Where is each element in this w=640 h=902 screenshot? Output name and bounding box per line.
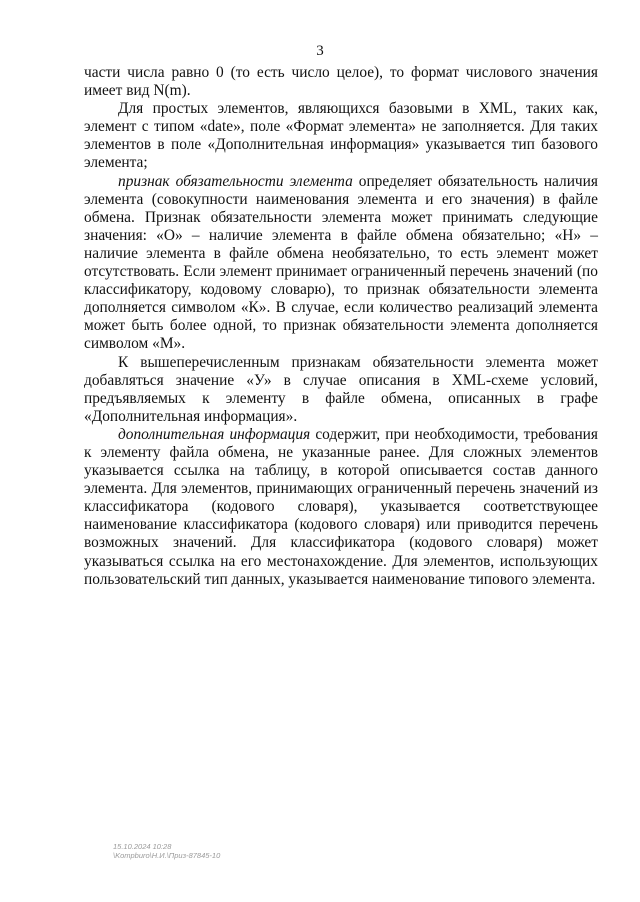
paragraph-simple-elements — [84, 100, 598, 172]
term-obligation-sign: признак обязательности элемента — [118, 172, 353, 190]
print-stamp-path: \Kompburo\Н.И.\Приз-87845-10 — [113, 851, 221, 860]
paragraph-text: Для простых элементов, являющихся базовыми в XML, таких как, элемент с типом «date», поле «Формат элемента» не заполняется. Для таких элементов в поле «Дополнительная информация» указывается тип базового элемента; — [84, 100, 598, 172]
print-stamp-date: 15.10.2024 10:28 — [113, 842, 172, 851]
paragraph-number-format — [84, 64, 598, 100]
page-number: 3 — [316, 43, 324, 59]
term-additional-info: дополнительная информация — [118, 425, 311, 443]
print-stamp — [113, 842, 220, 860]
document-body — [84, 64, 598, 589]
paragraph-condition-value — [84, 354, 598, 426]
paragraph-additional-info — [84, 426, 598, 589]
paragraph-text: содержит, при необходимости, требования к элементу файла обмена, не указанные ранее. Для сложных элементов указывается ссылка на таблицу, в которой описывается состав данного элемента. Для элементов, принимающих ограниченный перечень значений из классификатора (кодового словаря), указывается соответствующее наименование классификатора (кодового словаря) или приводится перечень возможных значений. Для классификатора (кодового словаря) может указываться ссылка на его местонахождение. Для элементов, использующих пользовательский тип данных, указывается наименование типового элемента. — [84, 425, 598, 588]
paragraph-text: части числа равно 0 (то есть число целое), то формат числового значения имеет вид N(m). — [84, 64, 598, 100]
paragraph-text: определяет обязательность наличия элемента (совокупности наименования элемента и его значения) в файле обмена. Признак обязательности элемента может принимать следующие значения: «О» – наличие элемента в файле обмена обязательно; «Н» – наличие элемента в файле обмена необязательно, то есть элемент может отсутствовать. Если элемент принимает ограниченный перечень значений (по классификатору, кодовому словарю), то признак обязательности элемента дополняется символом «К». В случае, если количество реализаций элемента может быть более одной, то признак обязательности элемента дополняется символом «М». — [84, 172, 598, 353]
paragraph-obligation-sign — [84, 173, 598, 354]
paragraph-text: К вышеперечисленным признакам обязательности элемента может добавляться значение «У» в случае описания в XML-схеме условий, предъявляемых к элементу в файле обмена, описанных в графе «Дополнительная информация». — [84, 353, 598, 425]
